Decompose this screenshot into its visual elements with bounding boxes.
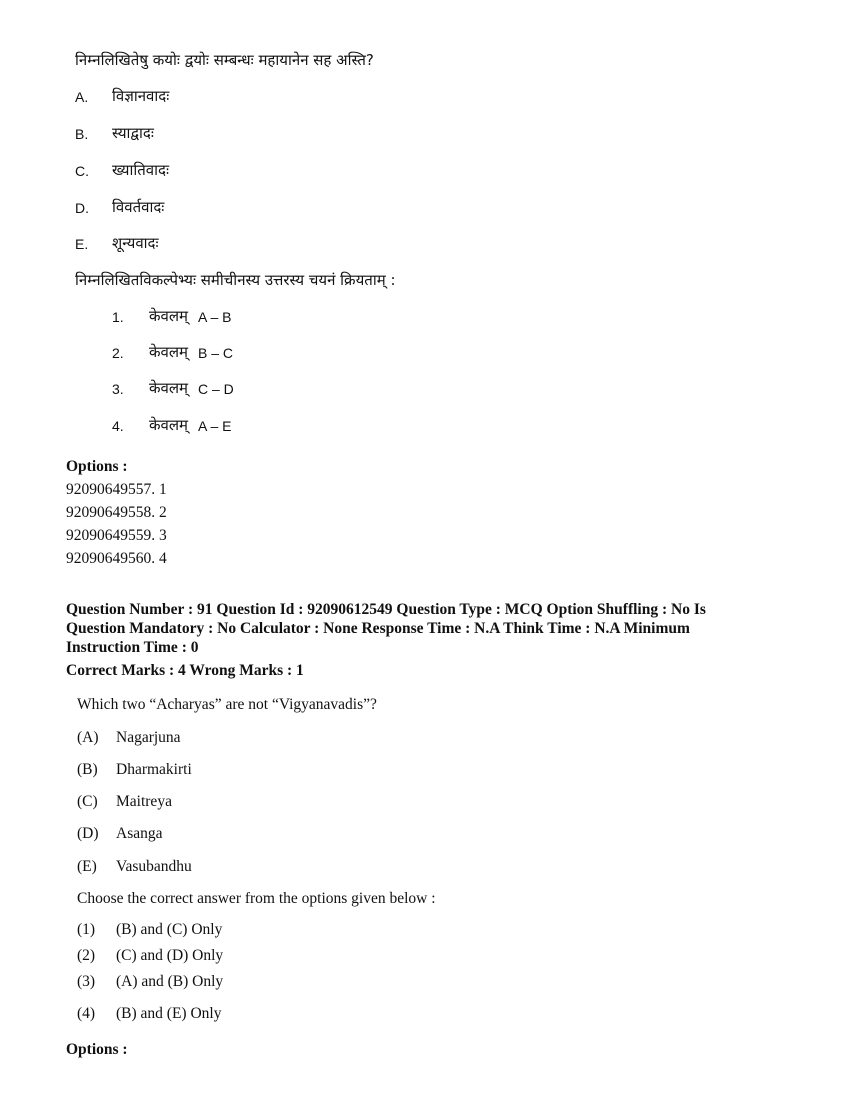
q2-item-text: Maitreya (116, 793, 172, 810)
q1-stem: निम्नलिखितेषु कयोः द्वयोः सम्बन्धः महायानेन सह अस्ति? (75, 51, 374, 69)
q1-item-label: B. (75, 126, 89, 142)
q1-choice-pair: B – C (198, 345, 234, 361)
q1-option-row: 92090649559. 3 (66, 527, 167, 544)
q2-meta-line3: Instruction Time : 0 (66, 639, 199, 656)
q1-choice-word: केवलम् (149, 307, 189, 325)
q1-item-text: ख्यातिवादः (112, 161, 170, 179)
q2-choice-num: (2) (77, 947, 96, 964)
q2-item-label: (A) (77, 729, 99, 746)
q1-item-label: D. (75, 200, 89, 216)
q2-marks: Correct Marks : 4 Wrong Marks : 1 (66, 662, 304, 679)
q1-options-heading: Options : (66, 458, 128, 475)
q1-item-text: विवर्तवादः (112, 198, 165, 216)
q2-item-label: (D) (77, 825, 99, 842)
q2-choice-text: (B) and (C) Only (116, 921, 223, 938)
q1-choice-word: केवलम् (149, 343, 189, 361)
q1-choice-num: 2. (112, 345, 124, 361)
q1-item-text: शून्यवादः (112, 234, 159, 252)
q1-item-text: विज्ञानवादः (112, 87, 170, 105)
q2-instruction: Choose the correct answer from the options given below : (77, 890, 436, 907)
q2-choice-text: (C) and (D) Only (116, 947, 224, 964)
q2-meta-line2: Question Mandatory : No Calculator : None Response Time : N.A Think Time : N.A Minimum (66, 620, 690, 637)
q1-option-row: 92090649557. 1 (66, 481, 167, 498)
q1-choice-pair: A – E (198, 418, 232, 434)
q2-item-text: Dharmakirti (116, 761, 192, 778)
q1-item-label: E. (75, 236, 89, 252)
q1-instruction: निम्नलिखितविकल्पेभ्यः समीचीनस्य उत्तरस्य चयनं क्रियताम् : (75, 271, 396, 289)
q2-choice-text: (A) and (B) Only (116, 973, 224, 990)
q2-choice-num: (4) (77, 1005, 96, 1022)
q1-item-label: A. (75, 89, 89, 105)
q1-option-row: 92090649560. 4 (66, 550, 167, 567)
q2-options-heading: Options : (66, 1041, 128, 1058)
q2-item-label: (C) (77, 793, 98, 810)
q2-item-label: (E) (77, 858, 97, 875)
q1-choice-num: 1. (112, 309, 124, 325)
q2-choice-text: (B) and (E) Only (116, 1005, 222, 1022)
q1-item-label: C. (75, 163, 89, 179)
q1-choice-word: केवलम् (149, 416, 189, 434)
q1-option-row: 92090649558. 2 (66, 504, 167, 521)
q1-choice-pair: C – D (198, 381, 234, 397)
q2-item-text: Asanga (116, 825, 163, 842)
q2-item-text: Nagarjuna (116, 729, 181, 746)
q2-meta-line1: Question Number : 91 Question Id : 92090612549 Question Type : MCQ Option Shuffling : No Is (66, 601, 706, 618)
q2-item-text: Vasubandhu (116, 858, 192, 875)
q2-item-label: (B) (77, 761, 98, 778)
q1-choice-num: 4. (112, 418, 124, 434)
q2-choice-num: (3) (77, 973, 96, 990)
q1-item-text: स्याद्वादः (112, 124, 154, 142)
q2-choice-num: (1) (77, 921, 96, 938)
q1-choice-word: केवलम् (149, 379, 189, 397)
q1-choice-num: 3. (112, 381, 124, 397)
q1-choice-pair: A – B (198, 309, 232, 325)
q2-stem: Which two “Acharyas” are not “Vigyanavadis”? (77, 696, 377, 713)
